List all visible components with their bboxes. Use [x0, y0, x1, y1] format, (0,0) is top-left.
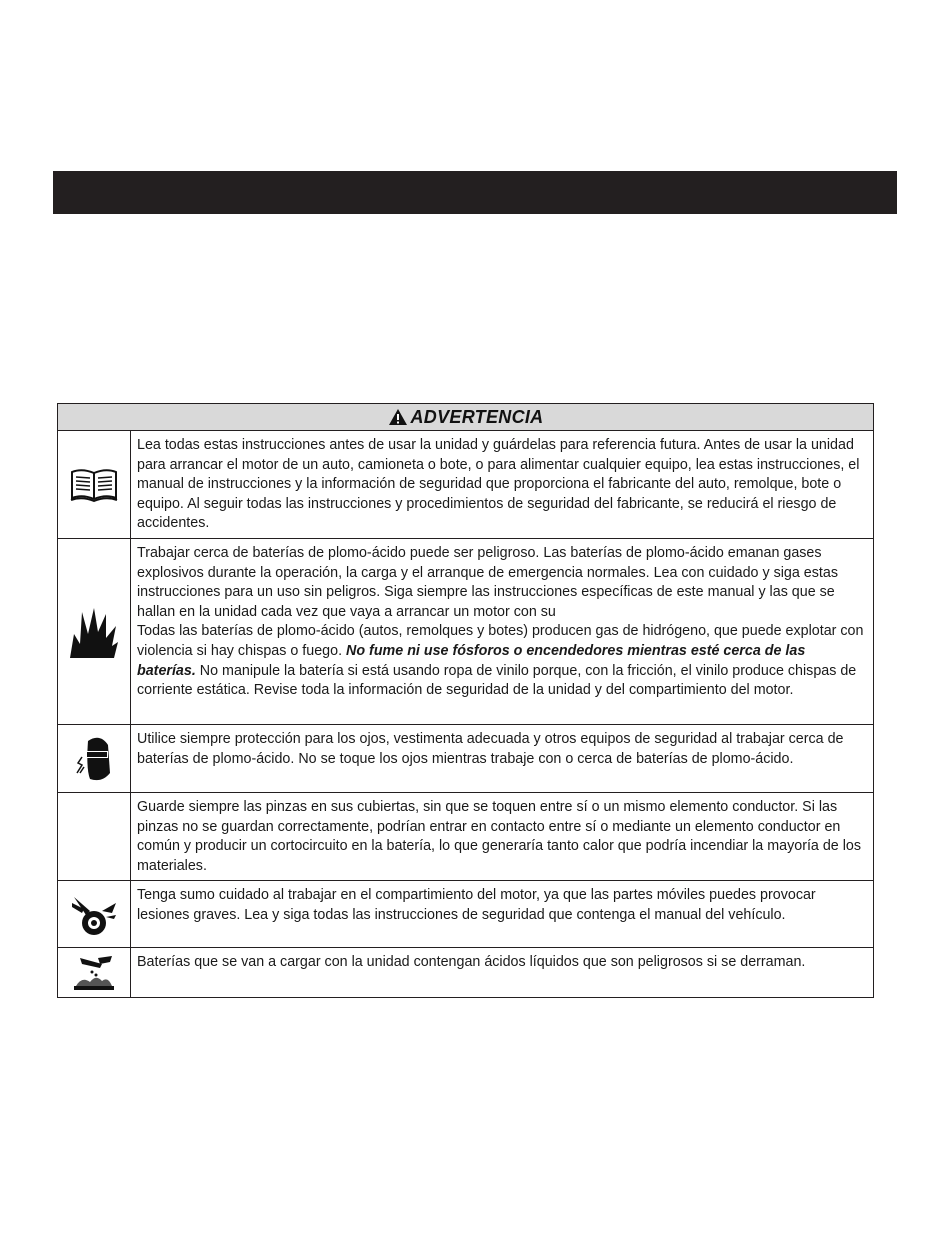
moving-parts-icon	[70, 889, 118, 939]
eye-protection-icon	[74, 733, 114, 785]
warning-text	[131, 725, 873, 792]
section-header-bar	[53, 171, 897, 214]
row-text: Guarde siempre las pinzas en sus cubiertas, sin que se toquen entre sí o un mismo elemento conductor. Si las pinzas no se guardan correctamente, podrían entrar en contacto entre sí o mediante un elemento conductor en común y producir un cortocircuito en la batería, lo que generaría tanto calor que podría incendiar la mayoría de los materiales.	[137, 799, 861, 874]
manual-book-icon	[69, 467, 119, 503]
icon-cell	[58, 431, 131, 538]
warning-row	[58, 881, 873, 948]
row-text: Utilice siempre protección para los ojos, vestimenta adecuada y otros equipos de seguridad al trabajar cerca de baterías de plomo-ácido. No se toque los ojos mientras trabaje con o cerca de baterías de plomo-ácido.	[137, 731, 844, 767]
corrosive-acid-icon	[72, 954, 116, 992]
row-text: Baterías que se van a cargar con la unidad contengan ácidos líquidos que son peligrosos si se derraman.	[137, 954, 806, 970]
row-text-b	[137, 622, 867, 700]
warning-text	[131, 431, 873, 538]
warning-row	[58, 793, 873, 881]
icon-cell	[58, 725, 131, 792]
warning-text	[131, 793, 873, 880]
warning-text	[131, 948, 873, 997]
warning-title: ADVERTENCIA	[410, 406, 544, 427]
row-text: Todas las baterías de plomo-ácido (autos, remolques y botes) producen gas de hidrógeno, que puede explotar con violencia si hay chispas o fuego.	[137, 623, 864, 659]
icon-cell	[58, 539, 131, 724]
icon-cell	[58, 881, 131, 947]
emphasis-text: No fume ni use fósforos o encendedores mientras esté cerca de las baterías.	[137, 642, 806, 679]
warning-table	[57, 403, 874, 998]
warning-row	[58, 539, 873, 725]
warning-text	[131, 881, 873, 947]
warning-row	[58, 431, 873, 539]
warning-header	[58, 404, 873, 431]
warning-row	[58, 725, 873, 793]
warning-triangle-icon	[388, 408, 408, 426]
row-text: Lea todas estas instrucciones antes de usar la unidad y guárdelas para referencia futura. Antes de usar la unidad para arrancar el motor de un auto, camioneta o bote, o para alimentar cualquier equipo, lea estas instrucciones, el manual de instrucciones y la información de seguridad que proporciona el fabricante del auto, remolque, bote o equipo. Al seguir todas las instrucciones y procedimientos de seguridad del fabricante, se reducirá el riesgo de accidentes.	[137, 437, 860, 532]
icon-cell	[58, 793, 131, 880]
row-text: No manipule la batería si está usando ropa de vinilo porque, con la fricción, el vinilo produce chispas de corriente estática. Revise toda la información de seguridad de la unidad y del compartimiento del motor.	[137, 662, 857, 699]
warning-text	[131, 539, 873, 724]
warning-row	[58, 948, 873, 997]
explosion-icon	[68, 604, 120, 660]
icon-cell	[58, 948, 131, 997]
row-text: Tenga sumo cuidado al trabajar en el compartimiento del motor, ya que las partes móviles puedes provocar lesiones graves. Lea y siga todas las instrucciones de seguridad que contenga el manual del vehículo.	[137, 887, 816, 923]
row-text: Trabajar cerca de baterías de plomo-ácido puede ser peligroso. Las baterías de plomo-ácido emanan gases explosivos durante la operación, la carga y el arranque de emergencia normales. Lea con cuidado y siga estas instrucciones para un uso sin peligros. Siga siempre las instrucciones específicas de este manual y las que se hallan en la unidad cada vez que vaya a arrancar un motor con su	[137, 545, 838, 620]
